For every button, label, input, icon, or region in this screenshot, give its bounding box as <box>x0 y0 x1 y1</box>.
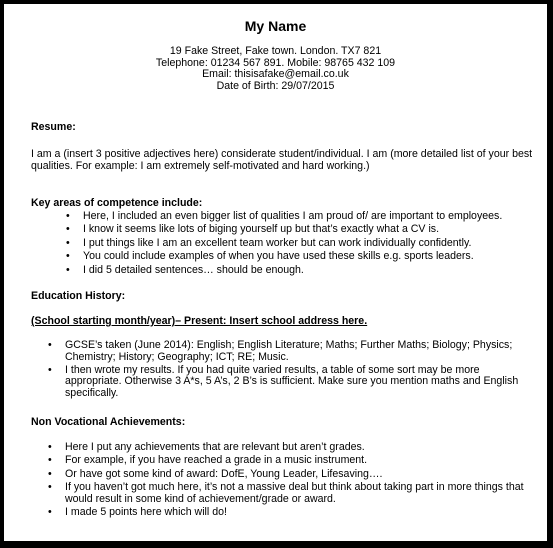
list-item-text: I put things like I am an excellent team worker but can work individually confidently. <box>83 236 472 249</box>
list-item <box>66 250 537 263</box>
list-item <box>66 263 537 277</box>
achievements-list <box>48 441 537 519</box>
list-item <box>48 363 537 400</box>
bullet-icon: • <box>66 236 70 249</box>
list-item <box>66 223 537 236</box>
email-line: Email: thisisafake@email.co.uk <box>202 68 349 80</box>
list-item-text: Or have got some kind of award: DofE, Young Leader, Lifesaving…. <box>65 467 383 480</box>
cv-document <box>3 3 548 542</box>
competence-heading: Key areas of competence include: <box>31 197 203 209</box>
list-item-text: If you haven’t got much here, it’s not a massive deal but think about taking part in more things that would result in some kind of achievement/grade or award. <box>65 480 524 505</box>
list-item-text: Here, I included an even bigger list of qualities I am proud of/ are important to employees. <box>83 210 503 222</box>
list-item-text: For example, if you have reached a grade in a music instrument. <box>65 454 368 467</box>
list-item-text: I made 5 points here which will do! <box>65 505 227 518</box>
list-item-text: I did 5 detailed sentences… should be enough. <box>83 263 304 276</box>
list-item-text: Here I put any achievements that are relevant but aren’t grades. <box>65 441 365 453</box>
education-list <box>48 339 537 400</box>
list-item <box>48 339 537 364</box>
school-line: (School starting month/year)– Present: Insert school address here. <box>31 315 368 327</box>
list-item <box>48 480 537 506</box>
list-item <box>48 505 537 519</box>
competence-list <box>66 210 537 277</box>
list-item-text: GCSE’s taken (June 2014): English; English Literature; Maths; Further Maths; Biology; Physics; Chemistry; History; Geography; ICT; RE; Music. <box>65 339 513 363</box>
bullet-icon: • <box>66 263 70 276</box>
bullet-icon: • <box>66 210 70 222</box>
dob-line: Date of Birth: 29/07/2015 <box>216 79 335 92</box>
telephone-line: Telephone: 01234 567 891. Mobile: 98765 432 109 <box>155 56 396 69</box>
bullet-icon: • <box>48 363 52 376</box>
bullet-icon: • <box>48 505 52 518</box>
list-item-text: I know it seems like lots of biging yourself up but that’s exactly what a CV is. <box>83 223 440 236</box>
list-item-text: You could include examples of when you have used these skills e.g. sports leaders. <box>83 250 474 263</box>
bullet-icon: • <box>66 250 70 263</box>
bullet-icon: • <box>48 339 52 351</box>
resume-heading: Resume: <box>31 121 76 133</box>
list-item <box>66 210 537 223</box>
list-item <box>48 467 537 481</box>
education-heading: Education History: <box>31 290 126 302</box>
bullet-icon: • <box>48 467 52 480</box>
contact-block <box>4 46 547 92</box>
bullet-icon: • <box>66 223 70 236</box>
bullet-icon: • <box>48 480 52 493</box>
cv-name-title: My Name <box>244 18 307 34</box>
list-item <box>48 441 537 454</box>
list-item <box>48 454 537 467</box>
achievements-heading: Non Vocational Achievements: <box>31 416 186 428</box>
address-line: 19 Fake Street, Fake town. London. TX7 821 <box>169 45 382 57</box>
bullet-icon: • <box>48 441 52 453</box>
bullet-icon: • <box>48 454 52 467</box>
list-item <box>66 236 537 250</box>
list-item-text: I then wrote my results. If you had quite varied results, a table of some sort may be more appropriate. Otherwise 3 A*s, 5 A’s, 2 B’s is sufficient. Make sure you mention maths and English specifically. <box>65 363 519 400</box>
resume-paragraph: I am a (insert 3 positive adjectives here) considerate student/individual. I am (more detailed list of your best qualities. For example: I am extremely self-motivated and hard working.) <box>31 148 533 172</box>
